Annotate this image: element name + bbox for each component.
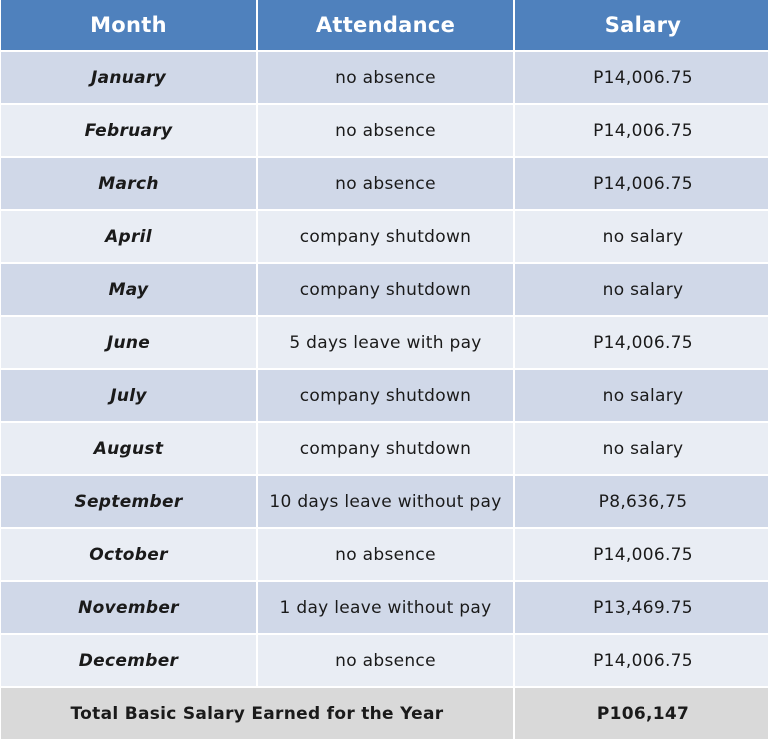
table-row: [1, 529, 768, 580]
month-cell: September: [1, 476, 256, 527]
salary-cell: P14,006.75: [515, 105, 768, 156]
attendance-cell: 1 day leave without pay: [258, 582, 513, 633]
attendance-cell: company shutdown: [258, 264, 513, 315]
month-cell: November: [1, 582, 256, 633]
table-row: [1, 52, 768, 103]
salary-cell: no salary: [515, 264, 768, 315]
salary-cell: P14,006.75: [515, 158, 768, 209]
month-cell: July: [1, 370, 256, 421]
table-row: [1, 317, 768, 368]
attendance-cell: 5 days leave with pay: [258, 317, 513, 368]
month-cell: June: [1, 317, 256, 368]
table-row: [1, 423, 768, 474]
attendance-cell: company shutdown: [258, 211, 513, 262]
month-cell: August: [1, 423, 256, 474]
attendance-cell: no absence: [258, 635, 513, 686]
attendance-cell: company shutdown: [258, 370, 513, 421]
header-row: [1, 0, 768, 50]
table-row: [1, 635, 768, 686]
attendance-cell: company shutdown: [258, 423, 513, 474]
attendance-cell: no absence: [258, 529, 513, 580]
salary-cell: P14,006.75: [515, 317, 768, 368]
salary-cell: no salary: [515, 211, 768, 262]
attendance-cell: no absence: [258, 52, 513, 103]
header-month: Month: [1, 0, 256, 50]
salary-cell: P8,636,75: [515, 476, 768, 527]
table-row: [1, 264, 768, 315]
salary-cell: P13,469.75: [515, 582, 768, 633]
salary-cell: P14,006.75: [515, 52, 768, 103]
salary-cell: no salary: [515, 423, 768, 474]
month-cell: January: [1, 52, 256, 103]
attendance-cell: 10 days leave without pay: [258, 476, 513, 527]
table-row: [1, 476, 768, 527]
month-cell: March: [1, 158, 256, 209]
table-row: [1, 582, 768, 633]
month-cell: May: [1, 264, 256, 315]
month-cell: April: [1, 211, 256, 262]
month-cell: February: [1, 105, 256, 156]
attendance-cell: no absence: [258, 105, 513, 156]
total-label: Total Basic Salary Earned for the Year: [1, 688, 513, 739]
table-row: [1, 105, 768, 156]
total-value: P106,147: [515, 688, 768, 739]
header-attendance: Attendance: [258, 0, 513, 50]
table-row: [1, 158, 768, 209]
salary-cell: P14,006.75: [515, 529, 768, 580]
month-cell: December: [1, 635, 256, 686]
table-row: [1, 211, 768, 262]
attendance-cell: no absence: [258, 158, 513, 209]
salary-cell: P14,006.75: [515, 635, 768, 686]
table-row: [1, 370, 768, 421]
month-cell: October: [1, 529, 256, 580]
total-row: [1, 688, 768, 739]
salary-cell: no salary: [515, 370, 768, 421]
header-salary: Salary: [515, 0, 768, 50]
